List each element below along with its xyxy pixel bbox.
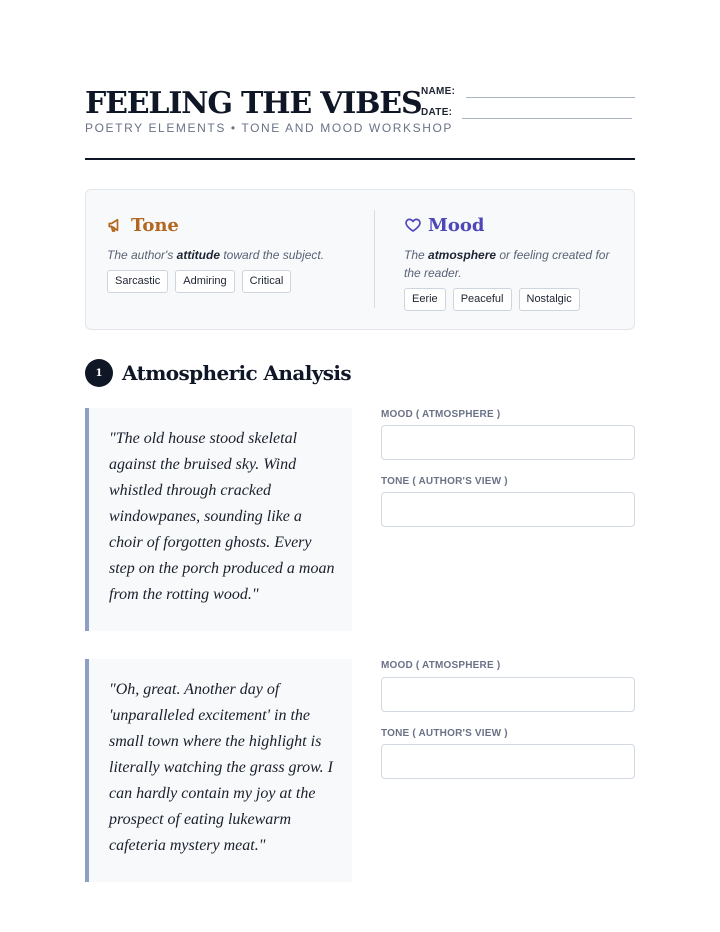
tone-answer-field[interactable]: [381, 744, 635, 779]
tone-examples: [107, 270, 347, 293]
mood-examples: [404, 288, 619, 311]
section-number-badge: 1: [85, 359, 113, 387]
heart-icon: [404, 216, 422, 234]
mood-example-chip: Peaceful: [453, 288, 512, 311]
mood-title: Mood: [428, 214, 485, 236]
excerpt-text: "The old house stood skeletal against the bruised sky. Wind whistled through cracked windowpanes, sounding like a choir of forgotten ghosts. Every step on the porch produced a moan from the rotting wood.": [109, 430, 335, 603]
excerpt-card: [85, 408, 352, 631]
tone-field-label: TONE ( AUTHOR'S VIEW ): [381, 476, 508, 487]
tone-definition: [107, 212, 347, 293]
tone-answer-field[interactable]: [381, 492, 635, 527]
page-title: FEELING THE VIBES: [85, 86, 422, 121]
tone-example-chip: Critical: [242, 270, 292, 293]
name-field[interactable]: [466, 97, 635, 98]
mood-field-label: MOOD ( ATMOSPHERE ): [381, 660, 501, 671]
tone-description: The author's attitude toward the subject.: [107, 248, 325, 262]
excerpt-text: "Oh, great. Another day of 'unparalleled excitement' in the small town where the highlight is literally watching the grass grow. I can hardly contain my joy at the prospect of eating lukewarm cafeteria mystery meat.": [109, 681, 333, 854]
mood-answer-field[interactable]: [381, 425, 635, 460]
name-label: NAME:: [421, 86, 456, 97]
mood-example-chip: Nostalgic: [519, 288, 580, 311]
header-divider: [85, 158, 635, 160]
tone-example-chip: Admiring: [175, 270, 234, 293]
date-label: DATE:: [421, 107, 453, 118]
mood-definition: [404, 212, 619, 311]
tone-example-chip: Sarcastic: [107, 270, 168, 293]
mood-example-chip: Eerie: [404, 288, 446, 311]
concept-divider: [374, 210, 375, 308]
mood-answer-field[interactable]: [381, 677, 635, 712]
date-field[interactable]: [462, 118, 632, 119]
page-subtitle: POETRY ELEMENTS • TONE AND MOOD WORKSHOP: [85, 121, 454, 135]
tone-field-label: TONE ( AUTHOR'S VIEW ): [381, 728, 508, 739]
mood-field-label: MOOD ( ATMOSPHERE ): [381, 409, 501, 420]
section-title: Atmospheric Analysis: [122, 361, 352, 385]
mood-description: The atmosphere or feeling created for the reader.: [404, 248, 610, 280]
excerpt-card: [85, 659, 352, 882]
megaphone-icon: [107, 216, 125, 234]
concept-definitions-box: [85, 189, 635, 330]
tone-title: Tone: [131, 214, 179, 236]
